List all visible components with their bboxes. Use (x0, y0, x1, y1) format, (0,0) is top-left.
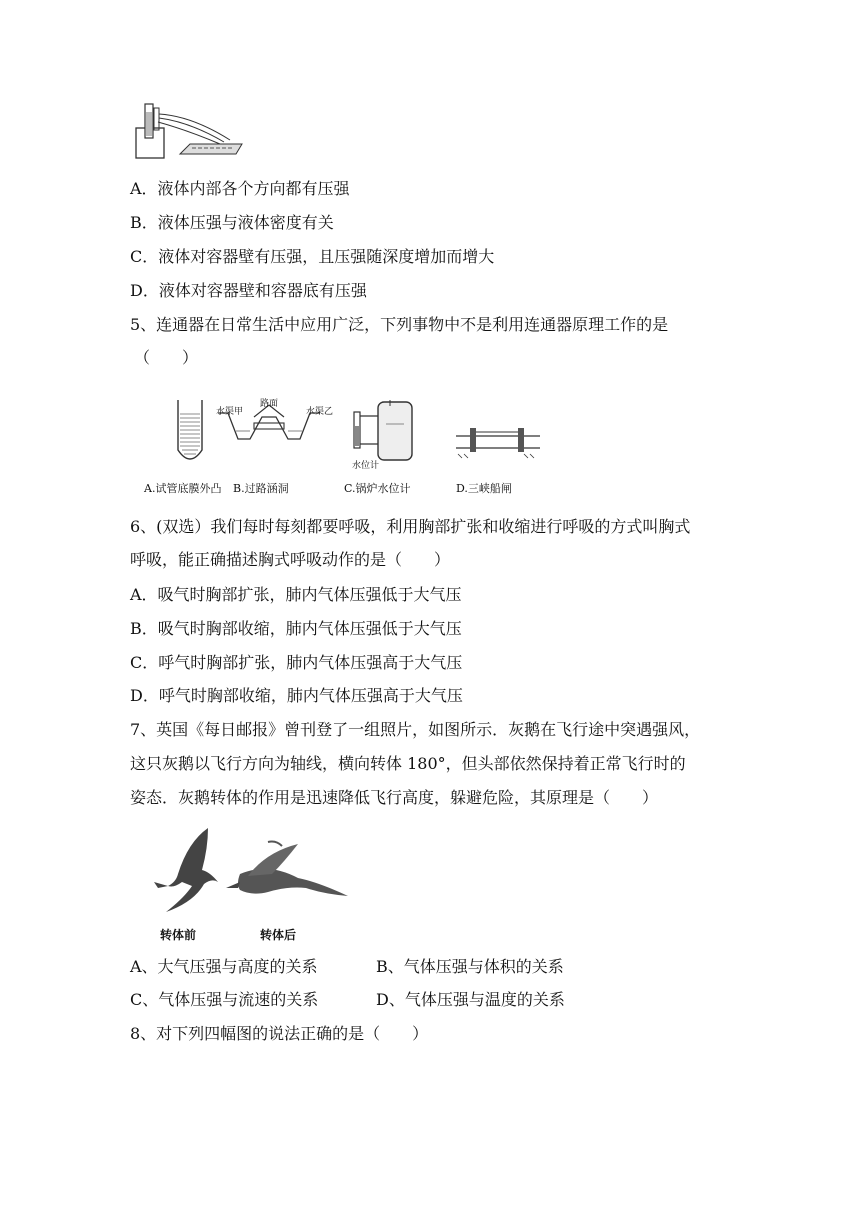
q5-caption-a: A.试管底膜外凸 (144, 482, 222, 495)
q5-figure-c-boiler (350, 396, 418, 466)
q5-label-canal-left: 水渠甲 (216, 407, 244, 417)
q7-stem-line3: 姿态．灰鹅转体的作用是迅速降低飞行高度，躲避危险，其原理是（ ） (130, 788, 659, 807)
q6-option-d: D．呼气时胸部收缩，肺内气体压强高于大气压 (130, 686, 463, 705)
q5-label-gauge: 水位计 (352, 461, 380, 471)
q6-stem-line1: 6、(双选）我们每时每刻都要呼吸，利用胸部扩张和收缩进行呼吸的方式叫胸式 (130, 517, 691, 536)
q5-figure-a-test-tube (170, 398, 210, 468)
q7-stem-line2: 这只灰鹅以飞行方向为轴线，横向转体 180°，但头部依然保持着正常飞行时的 (130, 754, 686, 773)
q4-apparatus-figure (132, 100, 247, 162)
q8-stem: 8、对下列四幅图的说法正确的是（ ） (130, 1024, 429, 1043)
q7-label-after: 转体后 (260, 928, 297, 942)
q5-caption-c: C.锅炉水位计 (344, 482, 411, 495)
q7-option-b: B、气体压强与体积的关系 (376, 957, 564, 976)
q7-goose-photo (148, 822, 358, 940)
q5-caption-d: D.三峡船闸 (456, 482, 512, 495)
q5-caption-b: B.过路涵洞 (233, 482, 289, 495)
q5-label-road: 路面 (260, 399, 279, 409)
q4-option-c: C．液体对容器壁有压强，且压强随深度增加而增大 (130, 247, 495, 266)
q7-option-c: C、气体压强与流速的关系 (130, 990, 319, 1009)
q7-option-a: A、大气压强与高度的关系 (130, 957, 318, 976)
q6-option-c: C．呼气时胸部扩张，肺内气体压强高于大气压 (130, 653, 463, 672)
q5-stem-line1: 5、连通器在日常生活中应用广泛，下列事物中不是利用连通器原理工作的是 (130, 315, 669, 334)
q4-option-b: B．液体压强与液体密度有关 (130, 213, 334, 232)
q5-label-canal-right: 水渠乙 (306, 407, 334, 417)
q6-option-a: A．吸气时胸部扩张，肺内气体压强低于大气压 (130, 585, 462, 604)
q7-option-d: D、气体压强与温度的关系 (376, 990, 565, 1009)
q4-option-a: A．液体内部各个方向都有压强 (130, 179, 350, 198)
q4-option-d: D．液体对容器壁和容器底有压强 (130, 281, 367, 300)
q5-figure-d-ship-lock (454, 416, 542, 460)
q6-option-b: B．吸气时胸部收缩，肺内气体压强低于大气压 (130, 619, 462, 638)
q7-stem-line1: 7、英国《每日邮报》曾刊登了一组照片，如图所示．灰鹅在飞行途中突遇强风， (130, 720, 701, 739)
q7-label-before: 转体前 (160, 928, 197, 942)
q6-stem-line2: 呼吸，能正确描述胸式呼吸动作的是（ ） (130, 550, 451, 569)
q5-stem-line2: （ ） (134, 348, 199, 367)
